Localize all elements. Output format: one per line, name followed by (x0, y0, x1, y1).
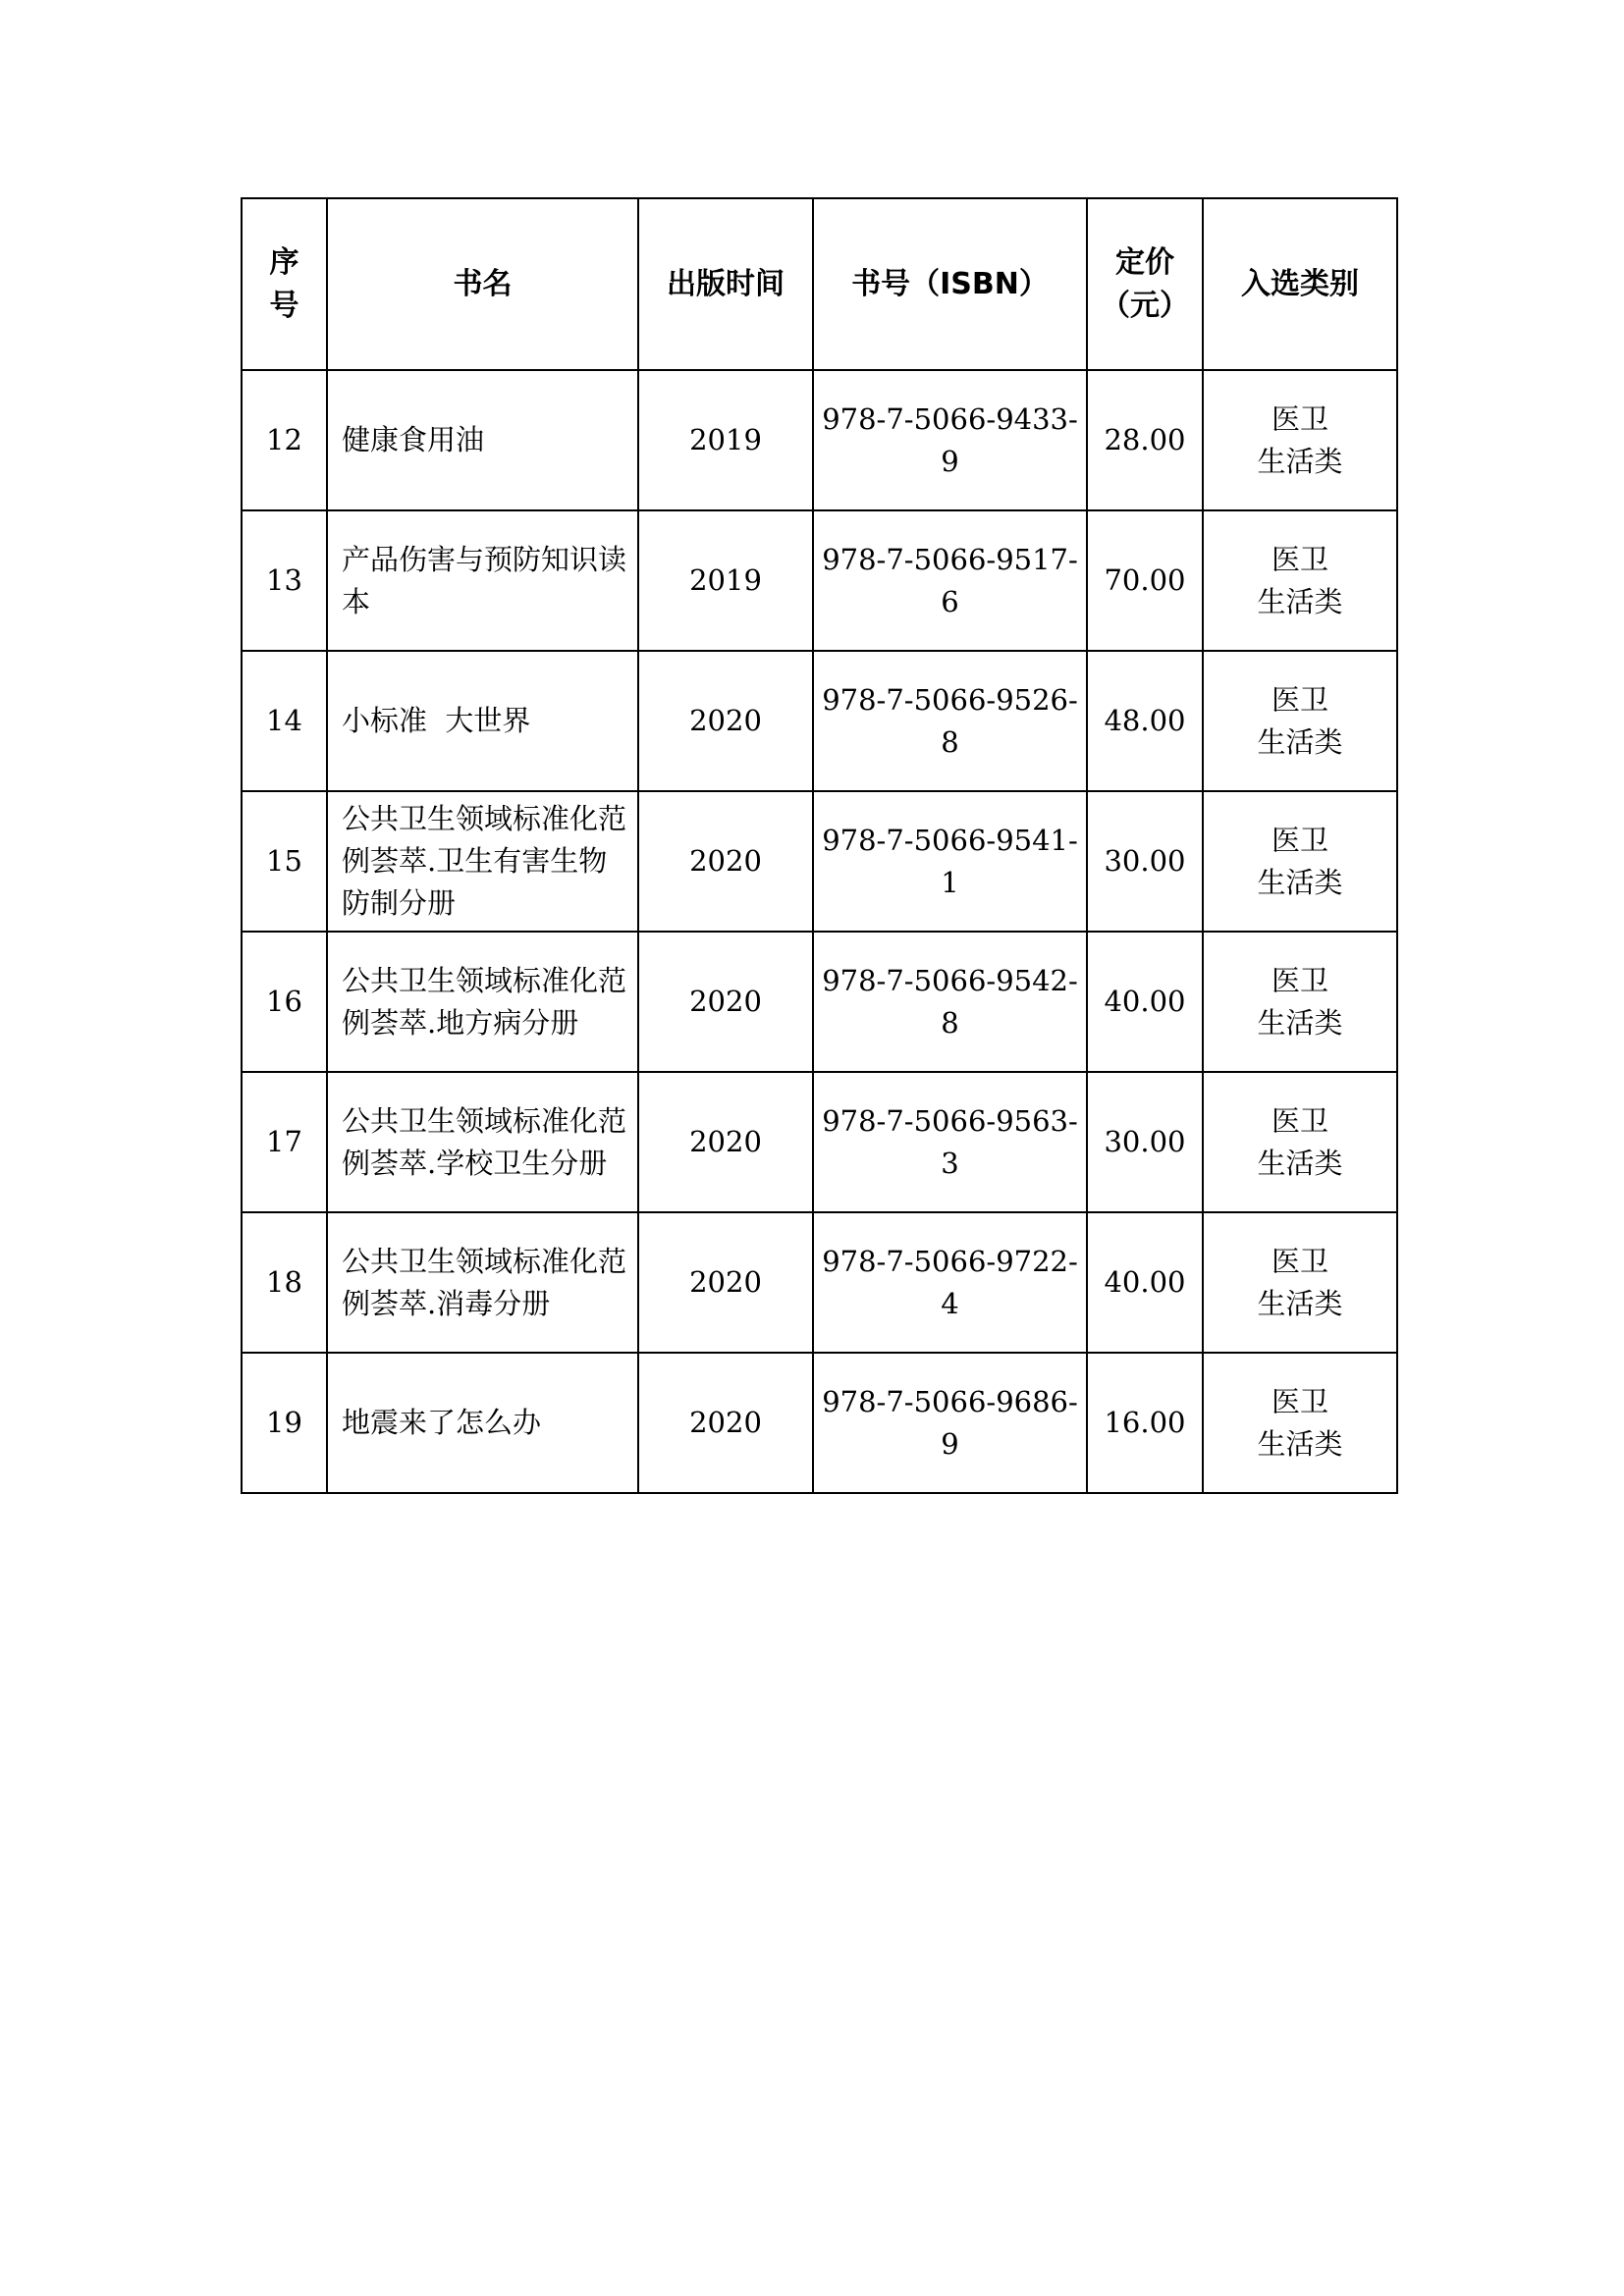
cell-category (1203, 510, 1397, 651)
cell-category (1203, 791, 1397, 932)
cell-index: 12 (242, 370, 327, 510)
cell-isbn: 978-7-5066-9433-9 (813, 370, 1087, 510)
cell-isbn: 978-7-5066-9526-8 (813, 651, 1087, 791)
category-line1: 医卫 (1271, 823, 1328, 857)
cell-category (1203, 932, 1397, 1072)
header-index-line1: 序 (269, 244, 299, 280)
header-index-line2: 号 (269, 288, 299, 323)
book-list-table (241, 197, 1398, 1494)
category-line2: 生活类 (1257, 1005, 1343, 1040)
cell-title: 地震来了怎么办 (327, 1353, 638, 1493)
cell-price: 16.00 (1087, 1353, 1203, 1493)
cell-category (1203, 1212, 1397, 1353)
cell-category (1203, 651, 1397, 791)
cell-index: 18 (242, 1212, 327, 1353)
cell-price: 40.00 (1087, 1212, 1203, 1353)
cell-isbn: 978-7-5066-9517-6 (813, 510, 1087, 651)
category-line1: 医卫 (1271, 1384, 1328, 1418)
table-row (242, 1212, 1397, 1353)
cell-year: 2020 (638, 1072, 813, 1212)
cell-index: 16 (242, 932, 327, 1072)
cell-year: 2019 (638, 370, 813, 510)
header-index (242, 198, 327, 370)
category-line2: 生活类 (1257, 724, 1343, 759)
cell-index: 13 (242, 510, 327, 651)
table-header-row (242, 198, 1397, 370)
cell-year: 2020 (638, 1353, 813, 1493)
header-price-line1: 定价 (1115, 244, 1174, 280)
table-row (242, 932, 1397, 1072)
cell-title: 公共卫生领域标准化范例荟萃.学校卫生分册 (327, 1072, 638, 1212)
cell-index: 14 (242, 651, 327, 791)
cell-title: 产品伤害与预防知识读本 (327, 510, 638, 651)
cell-title: 小标准 大世界 (327, 651, 638, 791)
category-line1: 医卫 (1271, 1244, 1328, 1278)
category-line1: 医卫 (1271, 1103, 1328, 1138)
cell-title: 公共卫生领域标准化范例荟萃.卫生有害生物防制分册 (327, 791, 638, 932)
cell-isbn: 978-7-5066-9563-3 (813, 1072, 1087, 1212)
cell-year: 2020 (638, 651, 813, 791)
cell-price: 30.00 (1087, 791, 1203, 932)
category-line1: 医卫 (1271, 963, 1328, 997)
table-row (242, 1353, 1397, 1493)
cell-category (1203, 1072, 1397, 1212)
cell-price: 48.00 (1087, 651, 1203, 791)
cell-title: 公共卫生领域标准化范例荟萃.消毒分册 (327, 1212, 638, 1353)
cell-year: 2020 (638, 932, 813, 1072)
header-isbn: 书号（ISBN） (813, 198, 1087, 370)
cell-isbn: 978-7-5066-9541-1 (813, 791, 1087, 932)
header-category: 入选类别 (1203, 198, 1397, 370)
cell-index: 15 (242, 791, 327, 932)
cell-isbn: 978-7-5066-9722-4 (813, 1212, 1087, 1353)
cell-price: 40.00 (1087, 932, 1203, 1072)
cell-year: 2020 (638, 791, 813, 932)
category-line1: 医卫 (1271, 682, 1328, 717)
category-line2: 生活类 (1257, 1286, 1343, 1320)
cell-title: 健康食用油 (327, 370, 638, 510)
category-line2: 生活类 (1257, 1426, 1343, 1461)
cell-category (1203, 370, 1397, 510)
table-row (242, 370, 1397, 510)
cell-category (1203, 1353, 1397, 1493)
table-row (242, 791, 1397, 932)
header-price (1087, 198, 1203, 370)
cell-index: 17 (242, 1072, 327, 1212)
cell-price: 70.00 (1087, 510, 1203, 651)
cell-year: 2020 (638, 1212, 813, 1353)
cell-title: 公共卫生领域标准化范例荟萃.地方病分册 (327, 932, 638, 1072)
table-row (242, 651, 1397, 791)
category-line2: 生活类 (1257, 444, 1343, 478)
header-price-line2: （元） (1101, 288, 1189, 323)
cell-price: 30.00 (1087, 1072, 1203, 1212)
header-title: 书名 (327, 198, 638, 370)
cell-index: 19 (242, 1353, 327, 1493)
cell-price: 28.00 (1087, 370, 1203, 510)
header-pub-time: 出版时间 (638, 198, 813, 370)
table-row (242, 1072, 1397, 1212)
cell-isbn: 978-7-5066-9686-9 (813, 1353, 1087, 1493)
cell-year: 2019 (638, 510, 813, 651)
category-line2: 生活类 (1257, 584, 1343, 618)
category-line1: 医卫 (1271, 401, 1328, 436)
category-line2: 生活类 (1257, 865, 1343, 899)
category-line2: 生活类 (1257, 1146, 1343, 1180)
category-line1: 医卫 (1271, 542, 1328, 576)
cell-isbn: 978-7-5066-9542-8 (813, 932, 1087, 1072)
table-row (242, 510, 1397, 651)
